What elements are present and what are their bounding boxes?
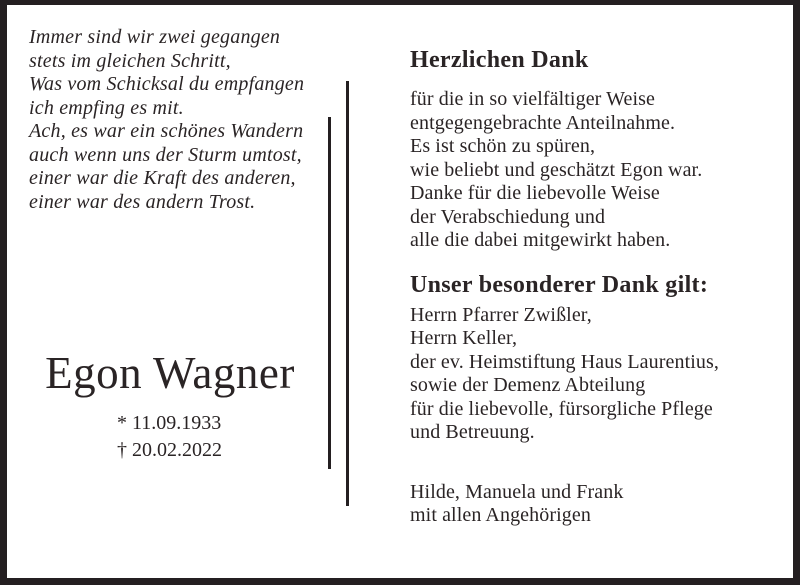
memorial-poem — [29, 26, 304, 214]
thanks-text — [410, 88, 792, 253]
text-line: Immer sind wir zwei gegangen — [29, 26, 281, 48]
text-line: einer war des andern Trost. — [29, 190, 256, 213]
death-date: † 20.02.2022 — [117, 439, 222, 461]
text-line: der Verabschiedung und — [410, 205, 606, 228]
text-line: sowie der Demenz Abteilung — [410, 374, 646, 396]
text-line: auch wenn uns der Sturm umtost, — [29, 143, 302, 166]
divider-rule-long — [346, 81, 349, 506]
text-line: für die liebevolle, fürsorgliche Pflege — [410, 397, 713, 420]
special-thanks-text — [410, 304, 792, 445]
text-line: Hilde, Manuela und Frank — [410, 480, 624, 503]
special-thanks-heading: Unser besonderer Dank gilt: — [410, 271, 709, 298]
text-line: einer war die Kraft des anderen, — [29, 167, 296, 189]
thanks-heading: Herzlichen Dank — [410, 47, 589, 73]
text-line: stets im gleichen Schritt, — [29, 49, 231, 72]
text-line: Es ist schön zu spüren, — [410, 135, 596, 157]
family-signature — [410, 481, 792, 528]
deceased-name: Egon Wagner — [45, 348, 295, 398]
text-line: und Betreuung. — [410, 421, 535, 443]
text-line: ich empfing es mit. — [29, 96, 184, 119]
text-line: Ach, es war ein schönes Wandern — [29, 120, 304, 142]
text-line: mit allen Angehörigen — [410, 504, 591, 526]
birth-date: * 11.09.1933 — [117, 412, 222, 434]
text-line: Herrn Keller, — [410, 327, 518, 349]
text-line: entgegengebrachte Anteilnahme. — [410, 111, 676, 134]
text-line: Was vom Schicksal du empfangen — [29, 73, 305, 95]
text-line: der ev. Heimstiftung Haus Laurentius, — [410, 350, 719, 373]
text-line: Danke für die liebevolle Weise — [410, 182, 660, 204]
thanks-column — [410, 47, 792, 528]
text-line: für die in so vielfältiger Weise — [410, 88, 656, 110]
life-dates — [117, 410, 222, 464]
text-line: wie beliebt und geschätzt Egon war. — [410, 158, 703, 181]
text-line: alle die dabei mitgewirkt haben. — [410, 229, 671, 251]
text-line: Herrn Pfarrer Zwißler, — [410, 303, 592, 326]
divider-rule-short — [328, 117, 331, 469]
